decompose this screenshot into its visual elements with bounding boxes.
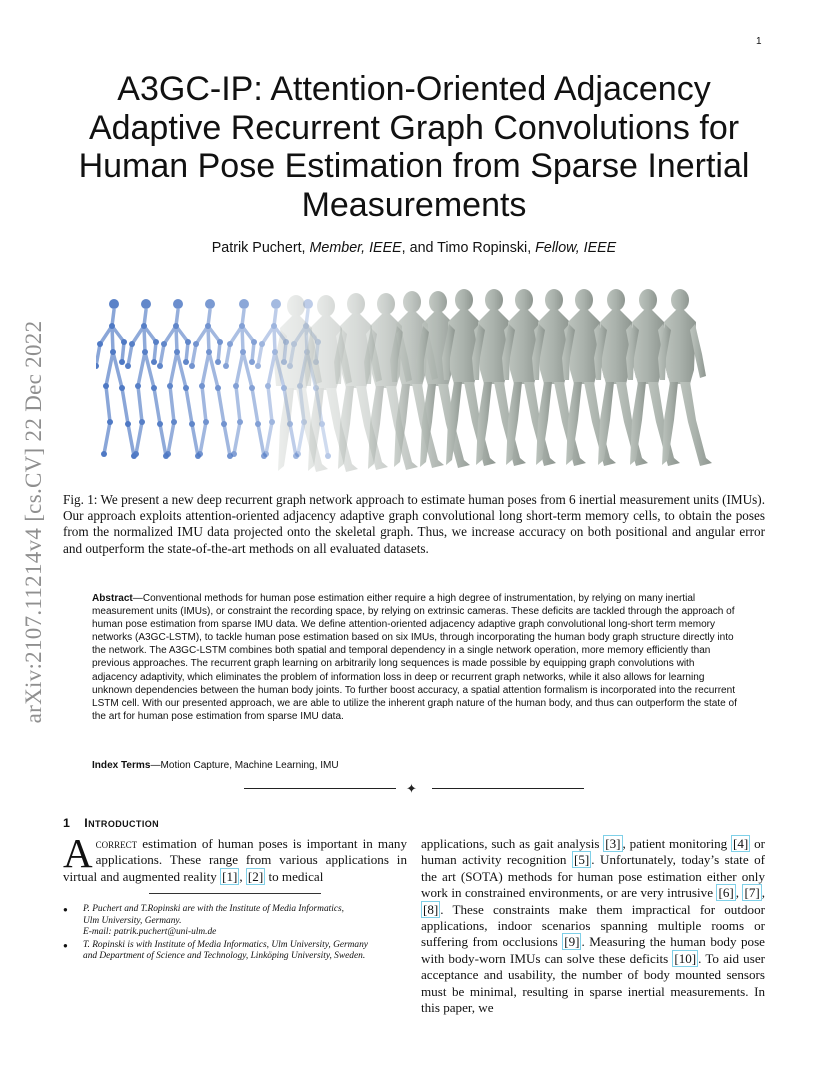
footnote bbox=[63, 940, 407, 963]
title-line: Adaptive Recurrent Graph Convolutions for bbox=[88, 108, 740, 147]
bullet-icon: ● bbox=[63, 905, 68, 914]
body-text: to medical bbox=[265, 868, 324, 884]
section-separator bbox=[244, 781, 584, 800]
separator-line bbox=[244, 788, 396, 789]
citation-link[interactable]: [3] bbox=[605, 836, 621, 851]
body-text: , bbox=[735, 885, 743, 901]
citation-link[interactable]: [6] bbox=[718, 885, 734, 901]
figure-caption: Fig. 1: We present a new deep recurrent graph network approach to estimate human poses from 6 inertial measurement units (IMUs). Our approach exploits attention-oriented adjacency adaptive graph convolutional long short-term memory cells, to obtain the poses from the normalized IMU data projected onto the skeletal graph. Thus, we increase accuracy on both positional and angular error and outperform the state-of-the-art methods on all evaluated datasets. bbox=[63, 492, 765, 556]
title-line: Human Pose Estimation from Sparse Inertial bbox=[78, 147, 750, 185]
intro-smallcaps: correct bbox=[95, 836, 138, 851]
body-text: , patient monitoring bbox=[622, 836, 732, 851]
footnote-line: P. Puchert and T.Ropinski are with the Institute of Media Informatics, bbox=[83, 904, 344, 914]
citation-link[interactable]: [9] bbox=[564, 934, 580, 950]
citation-link[interactable]: [7] bbox=[744, 885, 760, 901]
arxiv-identifier bbox=[22, 287, 46, 757]
footnote-line: T. Ropinski is with Institute of Media Informatics, Ulm University, Germany bbox=[83, 939, 368, 950]
index-terms-text: —Motion Capture, Machine Learning, IMU bbox=[150, 760, 339, 771]
index-terms-label: Index Terms bbox=[92, 760, 151, 771]
body-text: applications, such as gait analysis bbox=[421, 836, 604, 851]
pose-sequence-figure bbox=[96, 284, 724, 474]
title-line: A3GC-IP: Attention-Oriented Adjacency bbox=[117, 70, 711, 108]
citation-link[interactable]: [4] bbox=[733, 836, 749, 851]
index-terms bbox=[92, 760, 738, 771]
author-line bbox=[60, 240, 768, 256]
paper-title bbox=[60, 70, 768, 224]
body-text: . To aid user acceptance and usability, the number of body mounted sensors must be minimal, resulting in sparse inertial measurements. In this paper, we bbox=[421, 950, 765, 1016]
author-role: Fellow, IEEE bbox=[535, 240, 617, 256]
bullet-icon: ● bbox=[63, 940, 68, 950]
intro-right-column bbox=[421, 836, 765, 1016]
author-role: Member, IEEE bbox=[309, 240, 402, 256]
footnote-email: E-mail: patrik.puchert@uni-ulm.de bbox=[83, 927, 217, 937]
citation-link[interactable]: [5] bbox=[573, 852, 590, 868]
body-text: . These constraints make them impractical for outdoor applications, indoor scenarios spanning multiple rooms or suffering from occlusions bbox=[421, 901, 765, 950]
footnote-line: and Department of Science and Technology, Linköping University, Sweden. bbox=[83, 951, 366, 961]
footnote-rule bbox=[149, 893, 321, 894]
body-text: , bbox=[761, 885, 766, 901]
page-number: 1 bbox=[756, 36, 762, 47]
citation-link[interactable]: [2] bbox=[247, 868, 264, 884]
author-name: Patrik Puchert, bbox=[211, 240, 310, 256]
separator-line bbox=[432, 788, 584, 789]
title-line: Measurements bbox=[301, 185, 527, 224]
section-heading bbox=[63, 816, 159, 830]
body-text: , bbox=[239, 868, 246, 884]
arxiv-identifier-text: arXiv:2107.11214v4 [cs.CV] 22 Dec 2022 bbox=[21, 320, 46, 724]
citation-link[interactable]: [8] bbox=[423, 901, 439, 917]
abstract-label: Abstract bbox=[92, 593, 133, 604]
intro-left-column bbox=[63, 830, 407, 885]
section-number: 1 bbox=[63, 816, 71, 830]
body-text: estimation of human poses is important in many applications. These range from various applications in virtual and augmented reality bbox=[63, 836, 407, 884]
section-title: Introduction bbox=[84, 816, 160, 830]
footnotes bbox=[63, 904, 407, 964]
citation-link[interactable]: [1] bbox=[222, 868, 238, 884]
abstract bbox=[92, 592, 738, 723]
footnote bbox=[63, 904, 407, 939]
separator-star-icon: ✦ bbox=[406, 781, 417, 796]
body-text: . Unfortunately, today’s state of the art (SOTA) methods for human pose estimation either only work in constrained environments, or are very intrusive bbox=[421, 852, 766, 901]
body-text: . Measuring the human body pose with body-worn IMUs can solve these deficits bbox=[421, 934, 765, 966]
dropcap: A bbox=[63, 830, 93, 876]
body-text: or human activity recognition bbox=[421, 836, 765, 868]
abstract-text: —Conventional methods for human pose estimation either require a high degree of instrumentation, by relying on many inertial measurement units (IMUs), or constraint the recording space, by relying on extrinsic cameras. These deficits are tackled through the approach of human pose estimation from sparse IMU data. We define attention-oriented adjacency adaptive graph convolutional long-short term memory networks (A3GC-LSTM), to tackle human pose estimation based on six IMUs, through incorporating the human body graph structure directly into the network. The A3GC-LSTM combines both spatial and temporal dependency in a single network operation, more memory efficiently than previous approaches. The recurrent graph learning on arbitrarily long sequences is made possible by equipping graph convolutions with adjacency adaptivity, which eliminates the problem of information loss in deep or recurrent graph networks, while it also allows for learning unknown dependencies between the human body joints. To further boost accuracy, a spatial attention formalism is incorporated into the recurrent LSTM cell. With our presented approach, we are able to utilize the inherent graph nature of the human body, and thus can outperform the state of the art for human pose estimation from sparse IMU data. bbox=[92, 593, 737, 722]
footnote-line: Ulm University, Germany. bbox=[83, 915, 182, 926]
author-joiner: , and Timo Ropinski, bbox=[401, 240, 536, 256]
citation-link[interactable]: [10] bbox=[674, 950, 697, 966]
